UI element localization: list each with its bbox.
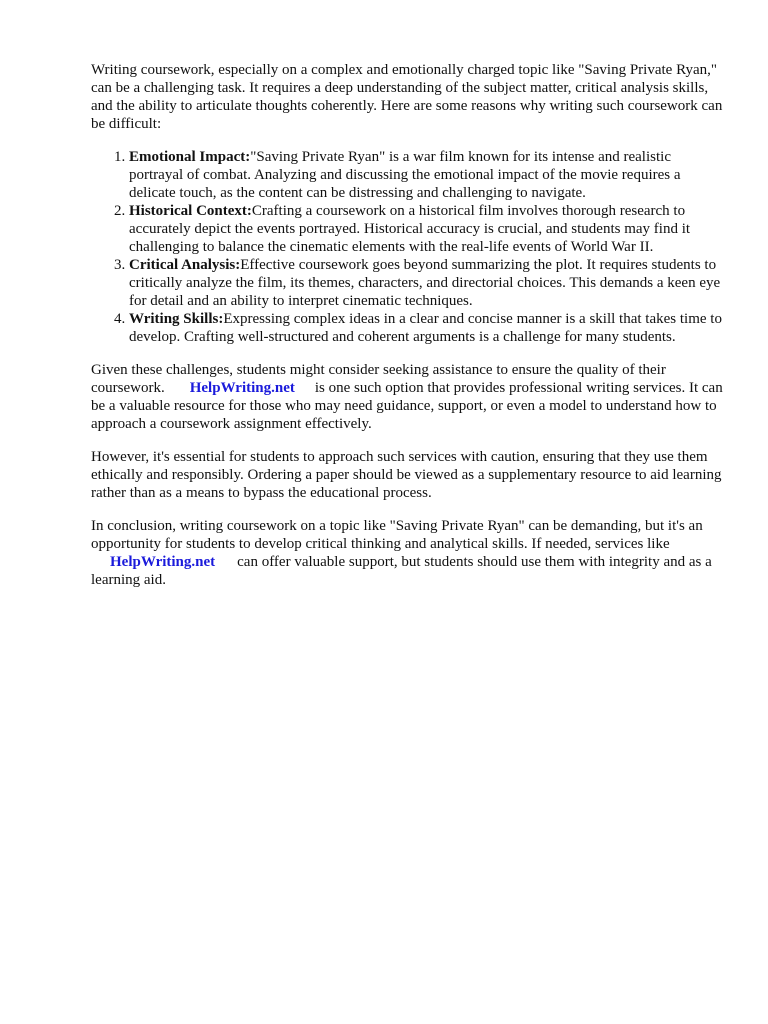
reason-term: Historical Context:	[129, 203, 252, 219]
reason-text: Crafting a coursework on a historical film involves thorough research to accurately depict the events portrayed. Historical accuracy is crucial, and students may find it challenging to balance the cinematic elements with the real-life events of World War II.	[129, 203, 691, 255]
intro-paragraph: Writing coursework, especially on a complex and emotionally charged topic like "Saving Private Ryan," can be a challenging task. It requires a deep understanding of the subject matter, critical analysis skills, and the ability to articulate thoughts coherently. Here are some reasons why writing such coursework can be difficult:	[91, 62, 723, 132]
reason-item	[129, 148, 725, 202]
assistance-text-after: is one such option that provides professional writing services. It can be a valuable resource for those who may need guidance, support, or even a model to understand how to approach a coursework assignment effectively.	[91, 380, 723, 432]
reason-text: "Saving Private Ryan" is a war film known for its intense and realistic portrayal of combat. Analyzing and discussing the emotional impact of the movie requires a delicate touch, as the content can be distressing and challenging to navigate.	[129, 149, 681, 201]
conclusion-paragraph	[91, 517, 725, 589]
caution-paragraph: However, it's essential for students to approach such services with caution, ensuring that they use them ethically and responsibly. Ordering a paper should be viewed as a supplementary resource to aid learning rather than as a means to bypass the educational process.	[91, 449, 722, 501]
helpwriting-link[interactable]: HelpWriting.net	[189, 380, 295, 396]
reason-item	[129, 310, 725, 346]
helpwriting-link-2[interactable]: HelpWriting.net	[110, 554, 216, 570]
assistance-paragraph	[91, 361, 725, 433]
assistance-text-before: Given these challenges, students might consider seeking assistance to ensure the quality of their coursework.	[91, 362, 666, 396]
reason-term: Writing Skills:	[129, 311, 224, 327]
reason-item	[129, 202, 725, 256]
reason-text: Expressing complex ideas in a clear and concise manner is a skill that takes time to develop. Crafting well-structured and coherent arguments is a challenge for many students.	[129, 311, 722, 345]
conclusion-text-after: can offer valuable support, but students should use them with integrity and as a learning aid.	[91, 554, 712, 588]
reason-text: Effective coursework goes beyond summarizing the plot. It requires students to critically analyze the film, its themes, characters, and directorial choices. This demands a keen eye for detail and an ability to interpret cinematic techniques.	[129, 257, 721, 309]
reasons-list	[91, 148, 725, 346]
reason-term: Emotional Impact:	[129, 149, 251, 165]
conclusion-text-before: In conclusion, writing coursework on a topic like "Saving Private Ryan" can be demanding, but it's an opportunity for students to develop critical thinking and analytical skills. If needed, services like	[91, 518, 703, 552]
reason-item	[129, 256, 725, 310]
reason-term: Critical Analysis:	[129, 257, 241, 273]
document-body	[91, 61, 725, 604]
